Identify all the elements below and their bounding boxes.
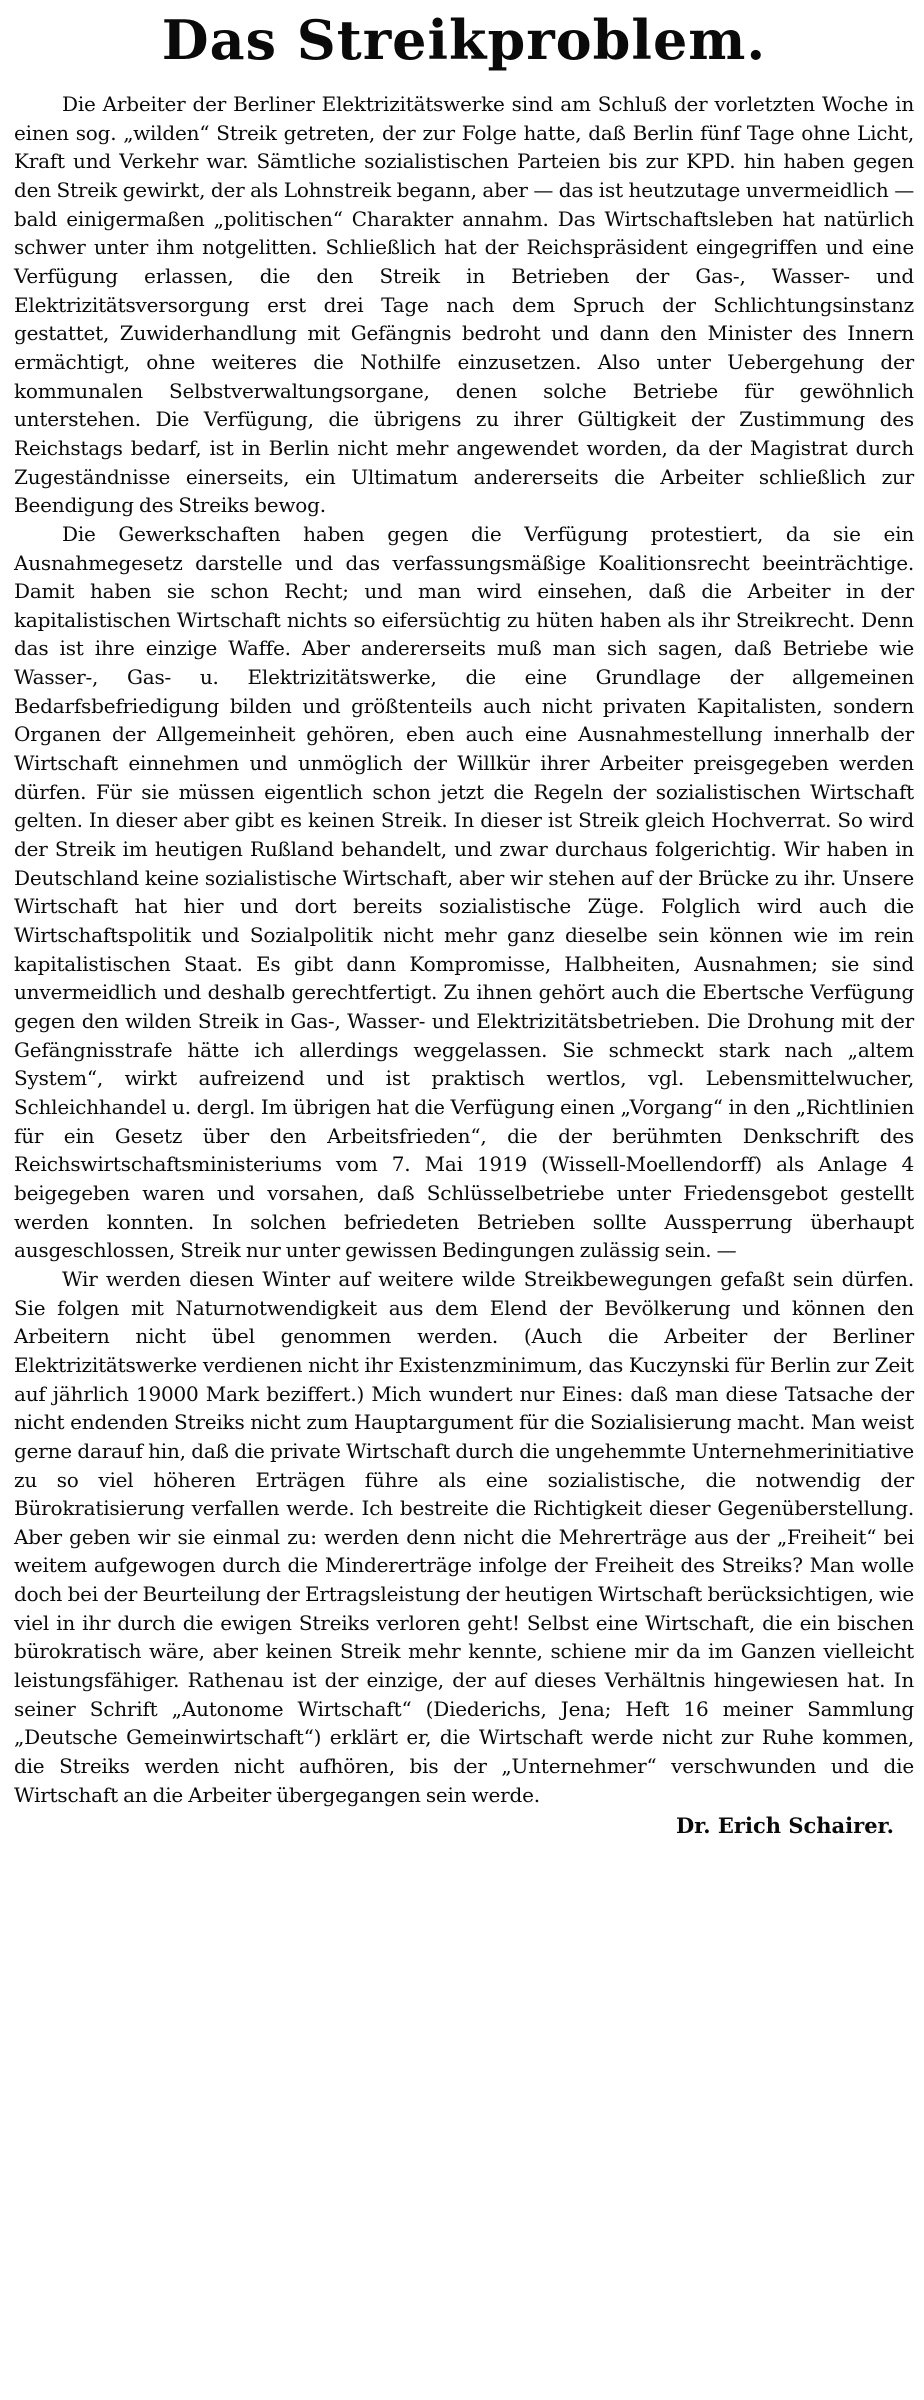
article-paragraph-2: Die Gewerkschaften haben gegen die Verfügung protestiert, da sie ein Ausnahmegesetz darstelle und das verfassungsmäßige Koalitionsrecht beeinträchtige. Damit haben sie schon Recht; und man wird einsehen, daß die Arbeiter in der kapitalistischen Wirtschaft nichts so eifersüchtig zu hüten haben als ihr Streikrecht. Denn das ist ihre einzige Waffe. Aber andererseits muß man sich sagen, daß Betriebe wie Wasser-, Gas- u. Elektrizitätswerke, die eine Grundlage der allgemeinen Bedarfsbefriedigung bilden und größtenteils auch nicht privaten Kapitalisten, sondern Organen der Allgemeinheit gehören, eben auch eine Ausnahmestellung innerhalb der Wirtschaft einnehmen und unmöglich der Willkür ihrer Arbeiter preisgegeben werden dürfen. Für sie müssen eigentlich schon jetzt die Regeln der sozialistischen Wirtschaft gelten. In dieser aber gibt es keinen Streik. In dieser ist Streik gleich Hochverrat. So wird der Streik im heutigen Rußland behandelt, und zwar durchaus folgerichtig. Wir haben in Deutschland keine sozialistische Wirtschaft, aber wir stehen auf der Brücke zu ihr. Unsere Wirtschaft hat hier und dort bereits sozialistische Züge. Folglich wird auch die Wirtschaftspolitik und Sozialpolitik nicht mehr ganz dieselbe sein können wie im rein kapitalistischen Staat. Es gibt dann Kompromisse, Halbheiten, Ausnahmen; sie sind unvermeidlich und deshalb gerechtfertigt. Zu ihnen gehört auch die Ebertsche Verfügung gegen den wilden Streik in Gas-, Wasser- und Elektrizitätsbetrieben. Die Drohung mit der Gefängnisstrafe hätte ich allerdings weggelassen. Sie schmeckt stark nach „altem System“, wirkt aufreizend und ist praktisch wertlos, vgl. Lebensmittelwucher, Schleichhandel u. dergl. Im übrigen hat die Verfügung einen „Vorgang“ in den „Richtlinien für ein Gesetz über den Arbeitsfrieden“, die der berühmten Denkschrift des Reichswirtschaftsministeriums vom 7. Mai 1919 (Wissell-Moellendorff) als Anlage 4 beigegeben waren und vorsahen, daß Schlüsselbetriebe unter Friedensgebot gestellt werden konnten. In solchen befriedeten Betrieben sollte Aussperrung überhaupt ausgeschlossen, Streik nur unter gewissen Bedingungen zulässig sein. — bbox=[14, 521, 914, 1263]
article-paragraph-1: Die Arbeiter der Berliner Elektrizitätswerke sind am Schluß der vorletzten Woche in einen sog. „wilden“ Streik getreten, der zur Folge hatte, daß Berlin fünf Tage ohne Licht, Kraft und Verkehr war. Sämtliche sozialistischen Parteien bis zur KPD. hin haben gegen den Streik gewirkt, der als Lohnstreik begann, aber — das ist heutzutage unvermeidlich — bald einigermaßen „politischen“ Charakter annahm. Das Wirtschaftsleben hat natürlich schwer unter ihm notgelitten. Schließlich hat der Reichspräsident eingegriffen und eine Verfügung erlassen, die den Streik in Betrieben der Gas-, Wasser- und Elektrizitätsversorgung erst drei Tage nach dem Spruch der Schlichtungsinstanz gestattet, Zuwiderhandlung mit Gefängnis bedroht und dann den Minister des Innern ermächtigt, ohne weiteres die Nothilfe einzusetzen. Also unter Uebergehung der kommunalen Selbstverwaltungsorgane, denen solche Betriebe für gewöhnlich unterstehen. Die Verfügung, die übrigens zu ihrer Gültigkeit der Zustimmung des Reichstags bedarf, ist in Berlin nicht mehr angewendet worden, da der Magistrat durch Zugeständnisse einerseits, ein Ultimatum andererseits die Arbeiter schließlich zur Beendigung des Streiks bewog. bbox=[14, 92, 914, 518]
article-paragraph-3: Wir werden diesen Winter auf weitere wilde Streikbewegungen gefaßt sein dürfen. Sie folgen mit Naturnotwendigkeit aus dem Elend der Bevölkerung und können den Arbeitern nicht übel genommen werden. (Auch die Arbeiter der Berliner Elektrizitätswerke verdienen nicht ihr Existenzminimum, das Kuczynski für Berlin zur Zeit auf jährlich 19000 Mark beziffert.) Mich wundert nur Eines: daß man diese Tatsache der nicht endenden Streiks nicht zum Hauptargument für die Sozialisierung macht. Man weist gerne darauf hin, daß die private Wirtschaft durch die ungehemmte Unternehmerinitiative zu so viel höheren Erträgen führe als eine sozialistische, die notwendig der Bürokratisierung verfallen werde. Ich bestreite die Richtigkeit dieser Gegenüberstellung. Aber geben wir sie einmal zu: werden denn nicht die Mehrerträge aus der „Freiheit“ bei weitem aufgewogen durch die Mindererträge infolge der Freiheit des Streiks? Man wolle doch bei der Beurteilung der Ertragsleistung der heutigen Wirtschaft berücksichtigen, wie viel in ihr durch die ewigen Streiks verloren geht! Selbst eine Wirtschaft, die ein bischen bürokratisch wäre, aber keinen Streik mehr kennte, schiene mir da im Ganzen vielleicht leistungsfähiger. Rathenau ist der einzige, der auf dieses Verhältnis hingewiesen hat. In seiner Schrift „Autonome Wirtschaft“ (Diederichs, Jena; Heft 16 meiner Sammlung „Deutsche Gemeinwirtschaft“) erklärt er, die Wirtschaft werde nicht zur Ruhe kommen, die Streiks werden nicht aufhören, bis der „Unternehmer“ verschwunden und die Wirtschaft an die Arbeiter übergegangen sein werde. bbox=[14, 1266, 914, 1807]
article-title: Das Streikproblem. bbox=[161, 8, 767, 72]
author-signature: Dr. Erich Schairer. bbox=[675, 1813, 894, 1839]
